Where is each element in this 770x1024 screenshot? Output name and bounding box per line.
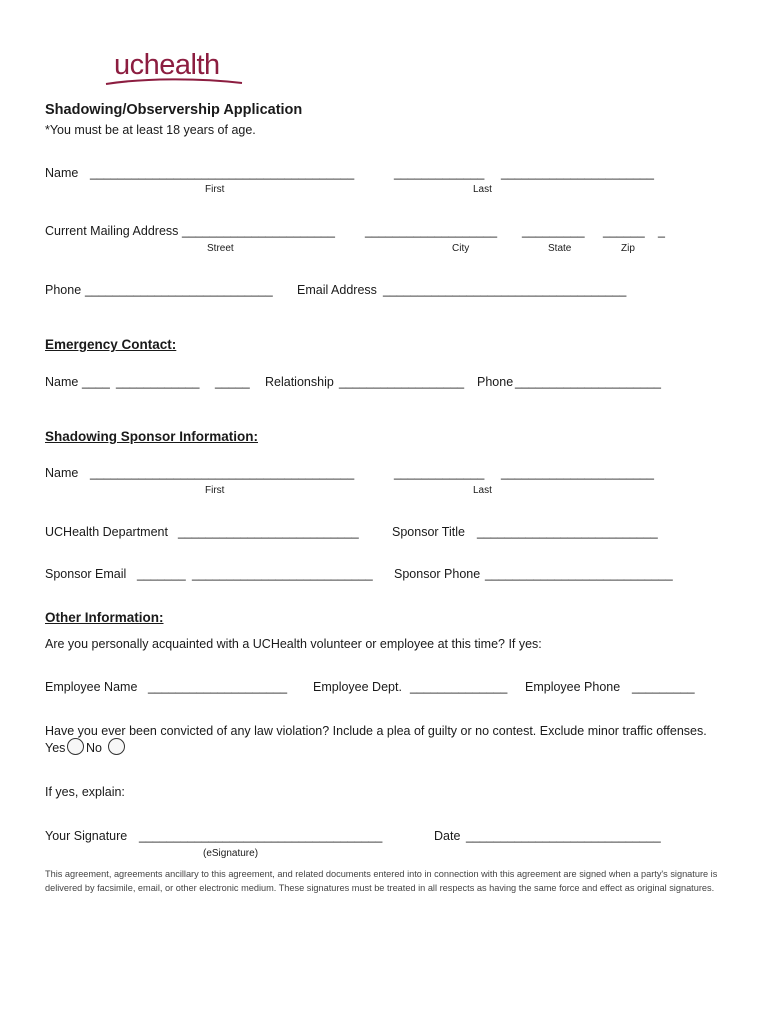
date-field[interactable]: ____________________________ [466, 829, 661, 843]
email-label: Email Address [297, 283, 377, 297]
conviction-question: Have you ever been convicted of any law violation? Include a plea of guilty or no contest. Exclude minor traffic offenses. [45, 724, 707, 738]
employee-phone-label: Employee Phone [525, 680, 621, 694]
sponsor-phone-label: Sponsor Phone [394, 567, 481, 581]
sponsor-first-caption: First [205, 485, 225, 496]
emergency-phone-label: Phone [477, 375, 514, 389]
address-label: Current Mailing Address [45, 224, 179, 238]
disclaimer-text: This agreement, agreements ancillary to this agreement, and related documents entered into in connection with this agreement are signed when a party's signature is delivered by facsimile, email, or other electronic medium. These signatures must be treated in all respects as having the same force and effect as original signatures. [45, 869, 718, 893]
age-requirement-note: *You must be at least 18 years of age. [45, 123, 256, 137]
other-information-heading: Other Information: [45, 610, 164, 625]
sponsor-first-name-field[interactable]: ______________________________________ [90, 466, 355, 480]
sponsor-title-field[interactable]: __________________________ [477, 525, 658, 539]
relationship-label: Relationship [265, 375, 334, 389]
department-label: UCHealth Department [45, 525, 168, 539]
sponsor-title-label: Sponsor Title [392, 525, 465, 539]
emergency-name-field-1[interactable]: ____ [82, 375, 110, 389]
emergency-name-label: Name [45, 375, 79, 389]
sponsor-email-field-1[interactable]: _______ [137, 567, 186, 581]
employee-phone-field[interactable]: _________ [632, 680, 695, 694]
sponsor-middle-name-field[interactable]: _____________ [394, 466, 485, 480]
no-radio[interactable] [108, 738, 125, 755]
state-caption: State [548, 243, 572, 254]
emergency-name-field-2[interactable]: ____________ [116, 375, 200, 389]
sponsor-email-label: Sponsor Email [45, 567, 127, 581]
zip-caption: Zip [621, 243, 635, 254]
sponsor-last-name-field[interactable]: ______________________ [501, 466, 654, 480]
employee-name-label: Employee Name [45, 680, 138, 694]
last-name-field[interactable]: ______________________ [501, 166, 654, 180]
explain-label: If yes, explain: [45, 785, 125, 799]
street-field[interactable]: ______________________ [182, 224, 335, 238]
emergency-name-field-3[interactable]: _____ [215, 375, 250, 389]
employee-dept-field[interactable]: ______________ [410, 680, 508, 694]
esignature-caption: (eSignature) [203, 848, 259, 859]
city-field[interactable]: ___________________ [365, 224, 498, 238]
sponsor-email-field-2[interactable]: __________________________ [192, 567, 373, 581]
sponsor-last-caption: Last [473, 485, 492, 496]
name-label: Name [45, 166, 79, 180]
email-field[interactable]: ___________________________________ [383, 283, 627, 297]
first-caption: First [205, 184, 225, 195]
acquainted-question: Are you personally acquainted with a UCHealth volunteer or employee at this time? If yes: [45, 637, 542, 651]
sponsor-name-label: Name [45, 466, 79, 480]
street-caption: Street [207, 243, 234, 254]
yes-radio[interactable] [67, 738, 84, 755]
employee-dept-label: Employee Dept. [313, 680, 402, 694]
date-label: Date [434, 829, 461, 843]
page-title: Shadowing/Observership Application [45, 102, 303, 118]
sponsor-heading: Shadowing Sponsor Information: [45, 429, 258, 444]
logo-text: uchealth [114, 49, 220, 81]
signature-label: Your Signature [45, 829, 128, 843]
last-caption: Last [473, 184, 492, 195]
no-label: No [86, 741, 102, 755]
middle-name-field[interactable]: _____________ [394, 166, 485, 180]
zip-field[interactable]: ______ [603, 224, 645, 238]
emergency-phone-field[interactable]: _____________________ [515, 375, 661, 389]
signature-field[interactable]: ___________________________________ [139, 829, 383, 843]
phone-field[interactable]: ___________________________ [85, 283, 273, 297]
emergency-contact-heading: Emergency Contact: [45, 337, 177, 352]
relationship-field[interactable]: __________________ [339, 375, 465, 389]
city-caption: City [452, 243, 470, 254]
first-name-field[interactable]: ______________________________________ [90, 166, 355, 180]
employee-name-field[interactable]: ____________________ [148, 680, 288, 694]
uchealth-logo [104, 48, 244, 88]
zip-extra-field[interactable]: _ [658, 224, 665, 238]
phone-label: Phone [45, 283, 82, 297]
department-field[interactable]: __________________________ [178, 525, 359, 539]
sponsor-phone-field[interactable]: ___________________________ [485, 567, 673, 581]
state-field[interactable]: _________ [522, 224, 585, 238]
yes-label: Yes [45, 741, 66, 755]
